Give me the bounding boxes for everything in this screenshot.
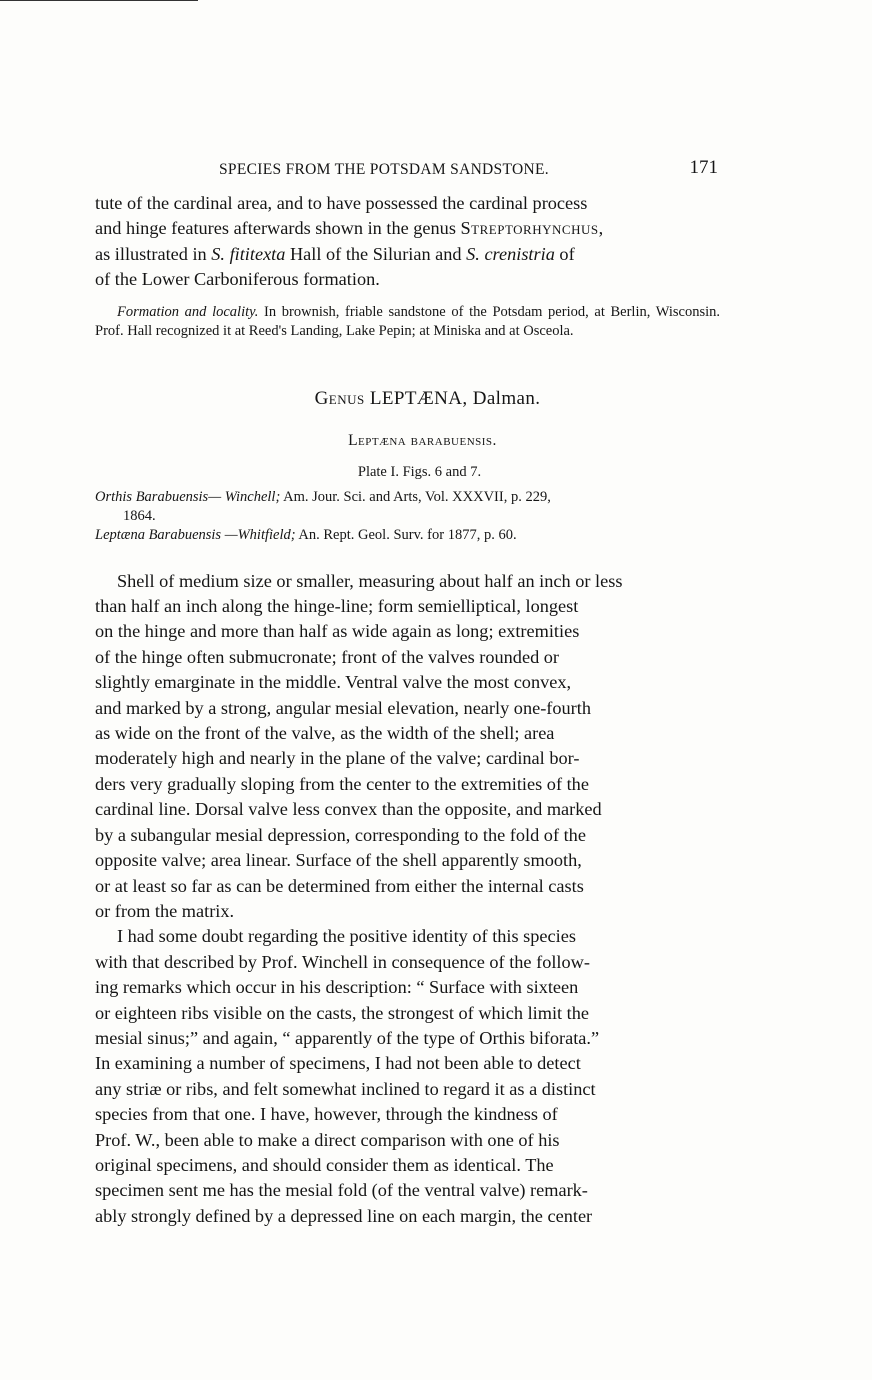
genus-heading: Genus LEPTÆNA, Dalman. [314,387,541,409]
species-name: S. fititexta [211,243,286,264]
description-paragraph [95,569,720,925]
text-line: original specimens, and should consider them as identical. The [95,1154,554,1175]
text-line: or eighteen ribs visible on the casts, the strongest of which limit the [95,1002,590,1023]
formation-locality [95,303,720,342]
intro-line: and hinge features afterwards shown in the genus Streptorhynchus, [95,218,604,239]
text-line: slightly emarginate in the middle. Ventral valve the most convex, [95,672,572,693]
intro-line: tute of the cardinal area, and to have possessed the cardinal process [95,193,588,213]
formation-label: Formation and locality. [117,303,259,320]
text-line: mesial sinus;” and again, “ apparently of the type of Orthis biforata.” [95,1027,600,1048]
page-number: 171 [689,157,718,178]
text-line: of the hinge often submucronate; front of the valves rounded or [95,646,560,667]
text-line: and marked by a strong, angular mesial elevation, nearly one-fourth [95,697,591,718]
remarks-paragraph [95,924,720,1229]
page-header [95,155,720,187]
text-line: with that described by Prof. Winchell in consequence of the follow- [95,951,590,972]
text-line: by a subangular mesial depression, corresponding to the fold of the [95,824,586,845]
text-line: cardinal line. Dorsal valve less convex than the opposite, and marked [95,799,602,820]
species-name: S. crenistria [466,243,555,264]
text-line: ders very gradually sloping from the center to the extremities of the [95,773,589,794]
formation-text: In brownish, friable sandstone of the Potsdam period, at Berlin, Wisconsin. Prof. Hall recognized it at Reed's Landing, Lake Pepin; at Miniska and at Osceola. [95,303,721,340]
intro-line: as illustrated in S. fititexta Hall of the Silurian and S. crenistria of [95,243,575,264]
text-line: specimen sent me has the mesial fold (of the ventral valve) remark- [95,1180,588,1201]
text-line: or at least so far as can be determined from either the internal casts [95,875,584,896]
top-rule [0,0,198,1]
text-line: as wide on the front of the valve, as the width of the shell; area [95,723,555,744]
text-line: Shell of medium size or smaller, measuring about half an inch or less [117,570,623,591]
text-line: moderately high and nearly in the plane of the valve; cardinal bor- [95,748,580,769]
text-line: opposite valve; area linear. Surface of the shell apparently smooth, [95,850,582,871]
text-line: I had some doubt regarding the positive identity of this species [117,926,576,947]
synonymy-entry: Orthis Barabuensis— Winchell; Am. Jour. Sci. and Arts, Vol. XXXVII, p. 229, 1864. [95,488,551,524]
text-line: In examining a number of specimens, I had not been able to detect [95,1053,581,1074]
plate-reference: Plate I. Figs. 6 and 7. [357,463,482,480]
species-heading: Leptæna barabuensis. [348,431,497,449]
page [95,155,720,1229]
text-line: any striæ or ribs, and felt somewhat inclined to regard it as a distinct [95,1078,596,1099]
genus-name-streptorhynchus: Streptorhynchus, [460,218,604,239]
intro-paragraph [95,191,720,293]
text-line: ably strongly defined by a depressed line on each margin, the center [95,1205,593,1226]
text-line: species from that one. I have, however, through the kindness of [95,1104,558,1125]
running-title: SPECIES FROM THE POTSDAM SANDSTONE. [219,161,549,178]
intro-line: of the Lower Carboniferous formation. [95,269,380,290]
text-line: or from the matrix. [95,900,235,921]
text-line: ing remarks which occur in his description: “ Surface with sixteen [95,977,579,998]
text-line: than half an inch along the hinge-line; form semielliptical, longest [95,596,579,617]
text-line: on the hinge and more than half as wide again as long; extremities [95,621,580,642]
synonymy-entry: Leptæna Barabuensis —Whitfield; An. Rept. Geol. Surv. for 1877, p. 60. [95,526,517,543]
text-line: Prof. W., been able to make a direct comparison with one of his [95,1129,560,1150]
